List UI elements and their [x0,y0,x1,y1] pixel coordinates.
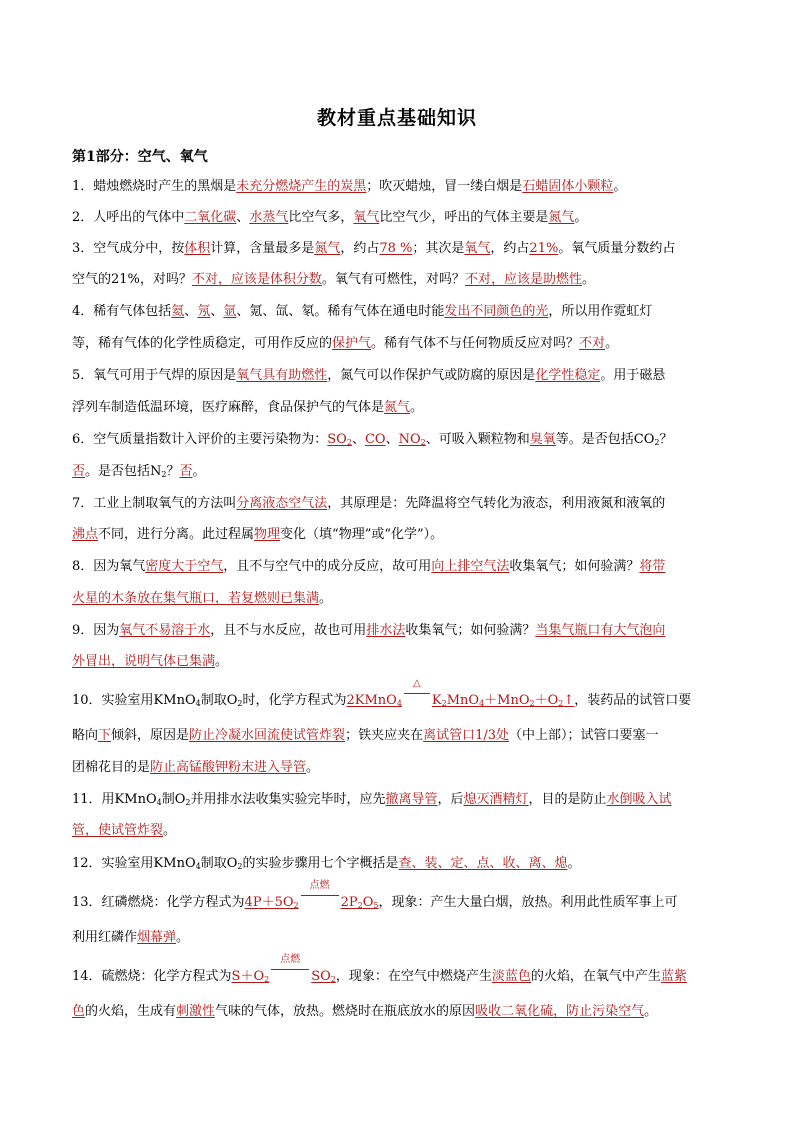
question-12: 12．实验室用KMnO$_4$制取$O_2$的实验步骤用七个字概括是查、装、定、点、收、离、熄。 [72,856,581,871]
question-10-cont-2: 团棉花目的是防止高锰酸钾粉末进入导管。 [72,760,320,775]
page-title: 教材重点基础知识 [316,107,477,129]
heat-condition-symbol: △ [402,690,432,704]
question-4: 4．稀有气体包括氦、氖、氩、氪、氙、氡。稀有气体在通电时能发出不同颜色的光，所以用作霓虹灯 [72,304,653,319]
question-1: 1．蜡烛燃烧时产生的黑烟是未充分燃烧产生的炭黑；吹灭蜡烛，冒一缕白烟是石蜡固体小颗粒。 [72,179,627,194]
question-9-cont: 外冒出，说明气体已集满。 [72,654,229,669]
question-13-cont: 利用红磷作烟幕弹。 [72,930,190,945]
question-6: 6．空气质量指数计入评价的主要污染物为：$SO_2$、CO、$NO_2$、可吸入颗粒物和臭氧等。是否包括$CO_2$？ [72,432,673,447]
ignite-condition-symbol: 点燃 [269,966,311,980]
question-11-cont: 管，使试管炸裂。 [72,823,177,838]
question-14: 14．硫燃烧：化学方程式为$S+O_2$ 点燃 $SO_2$，现象：在空气中燃烧产生淡蓝色的火焰，在氧气中产生蓝紫 [72,954,687,984]
question-10-cont: 略向下倾斜，原因是防止冷凝水回流使试管炸裂；铁夹应夹在离试管口1/3处（中上部）；试管口要塞一 [72,728,659,743]
question-9: 9．因为氧气不易溶于水，且不与水反应，故也可用排水法收集氧气；如何验满？当集气瓶口有大气泡向 [72,623,666,638]
question-5-cont: 浮列车制造低温环境，医疗麻醉，食品保护气的气体是氮气。 [72,400,424,415]
question-4-cont: 等，稀有气体的化学性质稳定，可用作反应的保护气。稀有气体不与任何物质反应对吗？不对。 [72,336,619,351]
question-10: 10．实验室用KMnO$_4$制取$O_2$时，化学方程式为2KMnO$_4$ △ $K_2MnO_4+MnO_2+O_2↑$，装药品的试管口要 [72,678,692,708]
ignite-condition-symbol: 点燃 [299,892,341,906]
section-heading: 第1部分：空气、氧气 [72,149,208,165]
question-8: 8．因为氧气密度大于空气，且不与空气中的成分反应，故可用向上排空气法收集氧气；如何验满？将带 [72,559,666,574]
question-7: 7．工业上制取氧气的方法叫分离液态空气法，其原理是：先降温将空气转化为液态，利用液氮和液氧的 [72,496,666,511]
question-3-cont: 空气的21%，对吗？不对，应该是体积分数。氧气有可燃性，对吗？不对，应该是助燃性。 [72,272,595,287]
question-11: 11．用KMnO$_4$制$O_2$并用排水法收集实验完毕时，应先撤离导管，后熄灭酒精灯，目的是防止水倒吸入试 [72,792,672,807]
question-7-cont: 沸点不同，进行分离。此过程属物理变化（填“物理”或“化学”）。 [72,527,444,542]
question-2: 2．人呼出的气体中二氧化碳、水蒸气比空气多，氧气比空气少，呼出的气体主要是氮气。 [72,210,588,225]
question-5: 5．氧气可用于气焊的原因是氧气具有助燃性，氮气可以作保护气或防腐的原因是化学性稳定。用于磁悬 [72,368,666,383]
question-14-cont: 色的火焰，生成有刺激性气味的气体，放热。燃烧时在瓶底放水的原因吸收二氧化硫，防止污染空气。 [72,1004,658,1019]
question-8-cont: 火星的木条放在集气瓶口，若复燃则已集满。 [72,591,333,606]
question-13: 13．红磷燃烧：化学方程式为$4P+5O_2$ 点燃 $2P_2O_5$，现象：产生大量白烟，放热。利用此性质军事上可 [72,880,678,910]
question-3: 3．空气成分中，按体积计算，含量最多是氮气，约占78 %；其次是氧气，约占21%。氧气质量分数约占 [72,241,676,256]
question-6-cont: 否。是否包括$N_2$？否。 [72,464,206,479]
